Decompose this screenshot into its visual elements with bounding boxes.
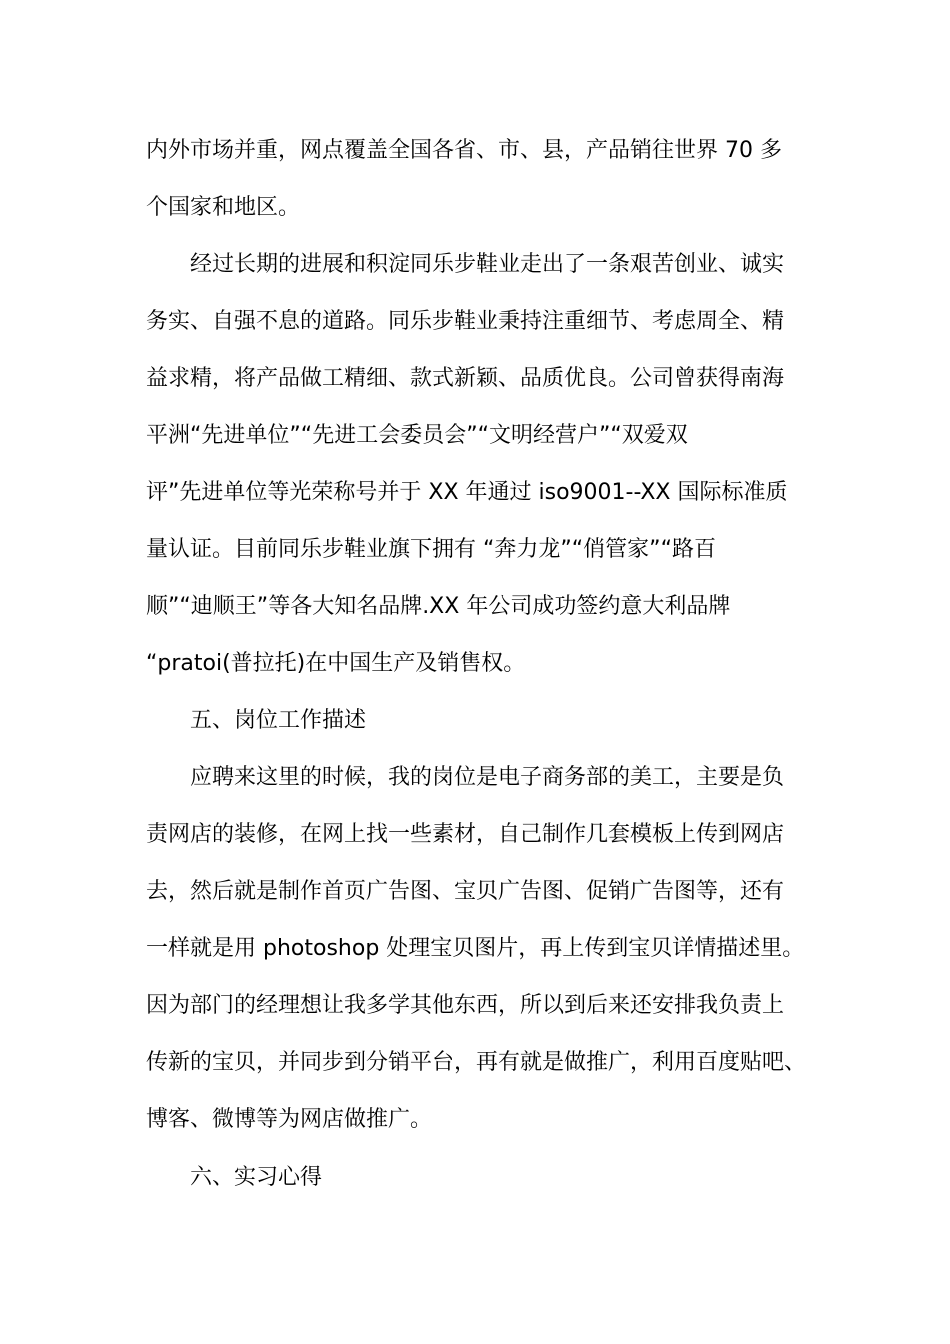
paragraph-line: 责网店的装修，在网上找一些素材，自己制作几套模板上传到网店 bbox=[146, 822, 785, 847]
paragraph-line: 一样就是用 photoshop 处理宝贝图片，再上传到宝贝详情描述里。 bbox=[146, 936, 805, 961]
paragraph-line: 益求精，将产品做工精细、款式新颖、品质优良。公司曾获得南海 bbox=[146, 366, 785, 391]
paragraph-line: 量认证。目前同乐步鞋业旗下拥有 “奔力龙”“俏管家”“路百 bbox=[146, 537, 716, 562]
paragraph-line: 博客、微博等为网店做推广。 bbox=[146, 1107, 433, 1132]
section-heading-job-description: 五、岗位工作描述 bbox=[190, 708, 367, 733]
paragraph-line: 应聘来这里的时候，我的岗位是电子商务部的美工，主要是负 bbox=[190, 765, 785, 790]
paragraph-line: 评”先进单位等光荣称号并于 XX 年通过 iso9001--XX 国际标准质 bbox=[146, 480, 788, 505]
paragraph-line: 内外市场并重，网点覆盖全国各省、市、县，产品销往世界 70 多 bbox=[146, 138, 782, 163]
paragraph-line: “pratoi(普拉托)在中国生产及销售权。 bbox=[146, 651, 526, 676]
paragraph-line: 务实、自强不息的道路。同乐步鞋业秉持注重细节、考虑周全、精 bbox=[146, 309, 785, 334]
paragraph-line: 因为部门的经理想让我多学其他东西，所以到后来还安排我负责上 bbox=[146, 993, 785, 1018]
paragraph-line: 个国家和地区。 bbox=[146, 195, 301, 220]
paragraph-line: 传新的宝贝，并同步到分销平台，再有就是做推广，利用百度贴吧、 bbox=[146, 1050, 807, 1075]
section-heading-internship-reflections: 六、实习心得 bbox=[190, 1165, 323, 1190]
paragraph-line: 去，然后就是制作首页广告图、宝贝广告图、促销广告图等，还有 bbox=[146, 879, 785, 904]
paragraph-line: 顺”“迪顺王”等各大知名品牌.XX 年公司成功签约意大利品牌 bbox=[146, 594, 731, 619]
paragraph-line: 平洲“先进单位”“先进工会委员会”“文明经营户”“双爱双 bbox=[146, 423, 688, 448]
paragraph-line: 经过长期的进展和积淀同乐步鞋业走出了一条艰苦创业、诚实 bbox=[190, 252, 785, 277]
